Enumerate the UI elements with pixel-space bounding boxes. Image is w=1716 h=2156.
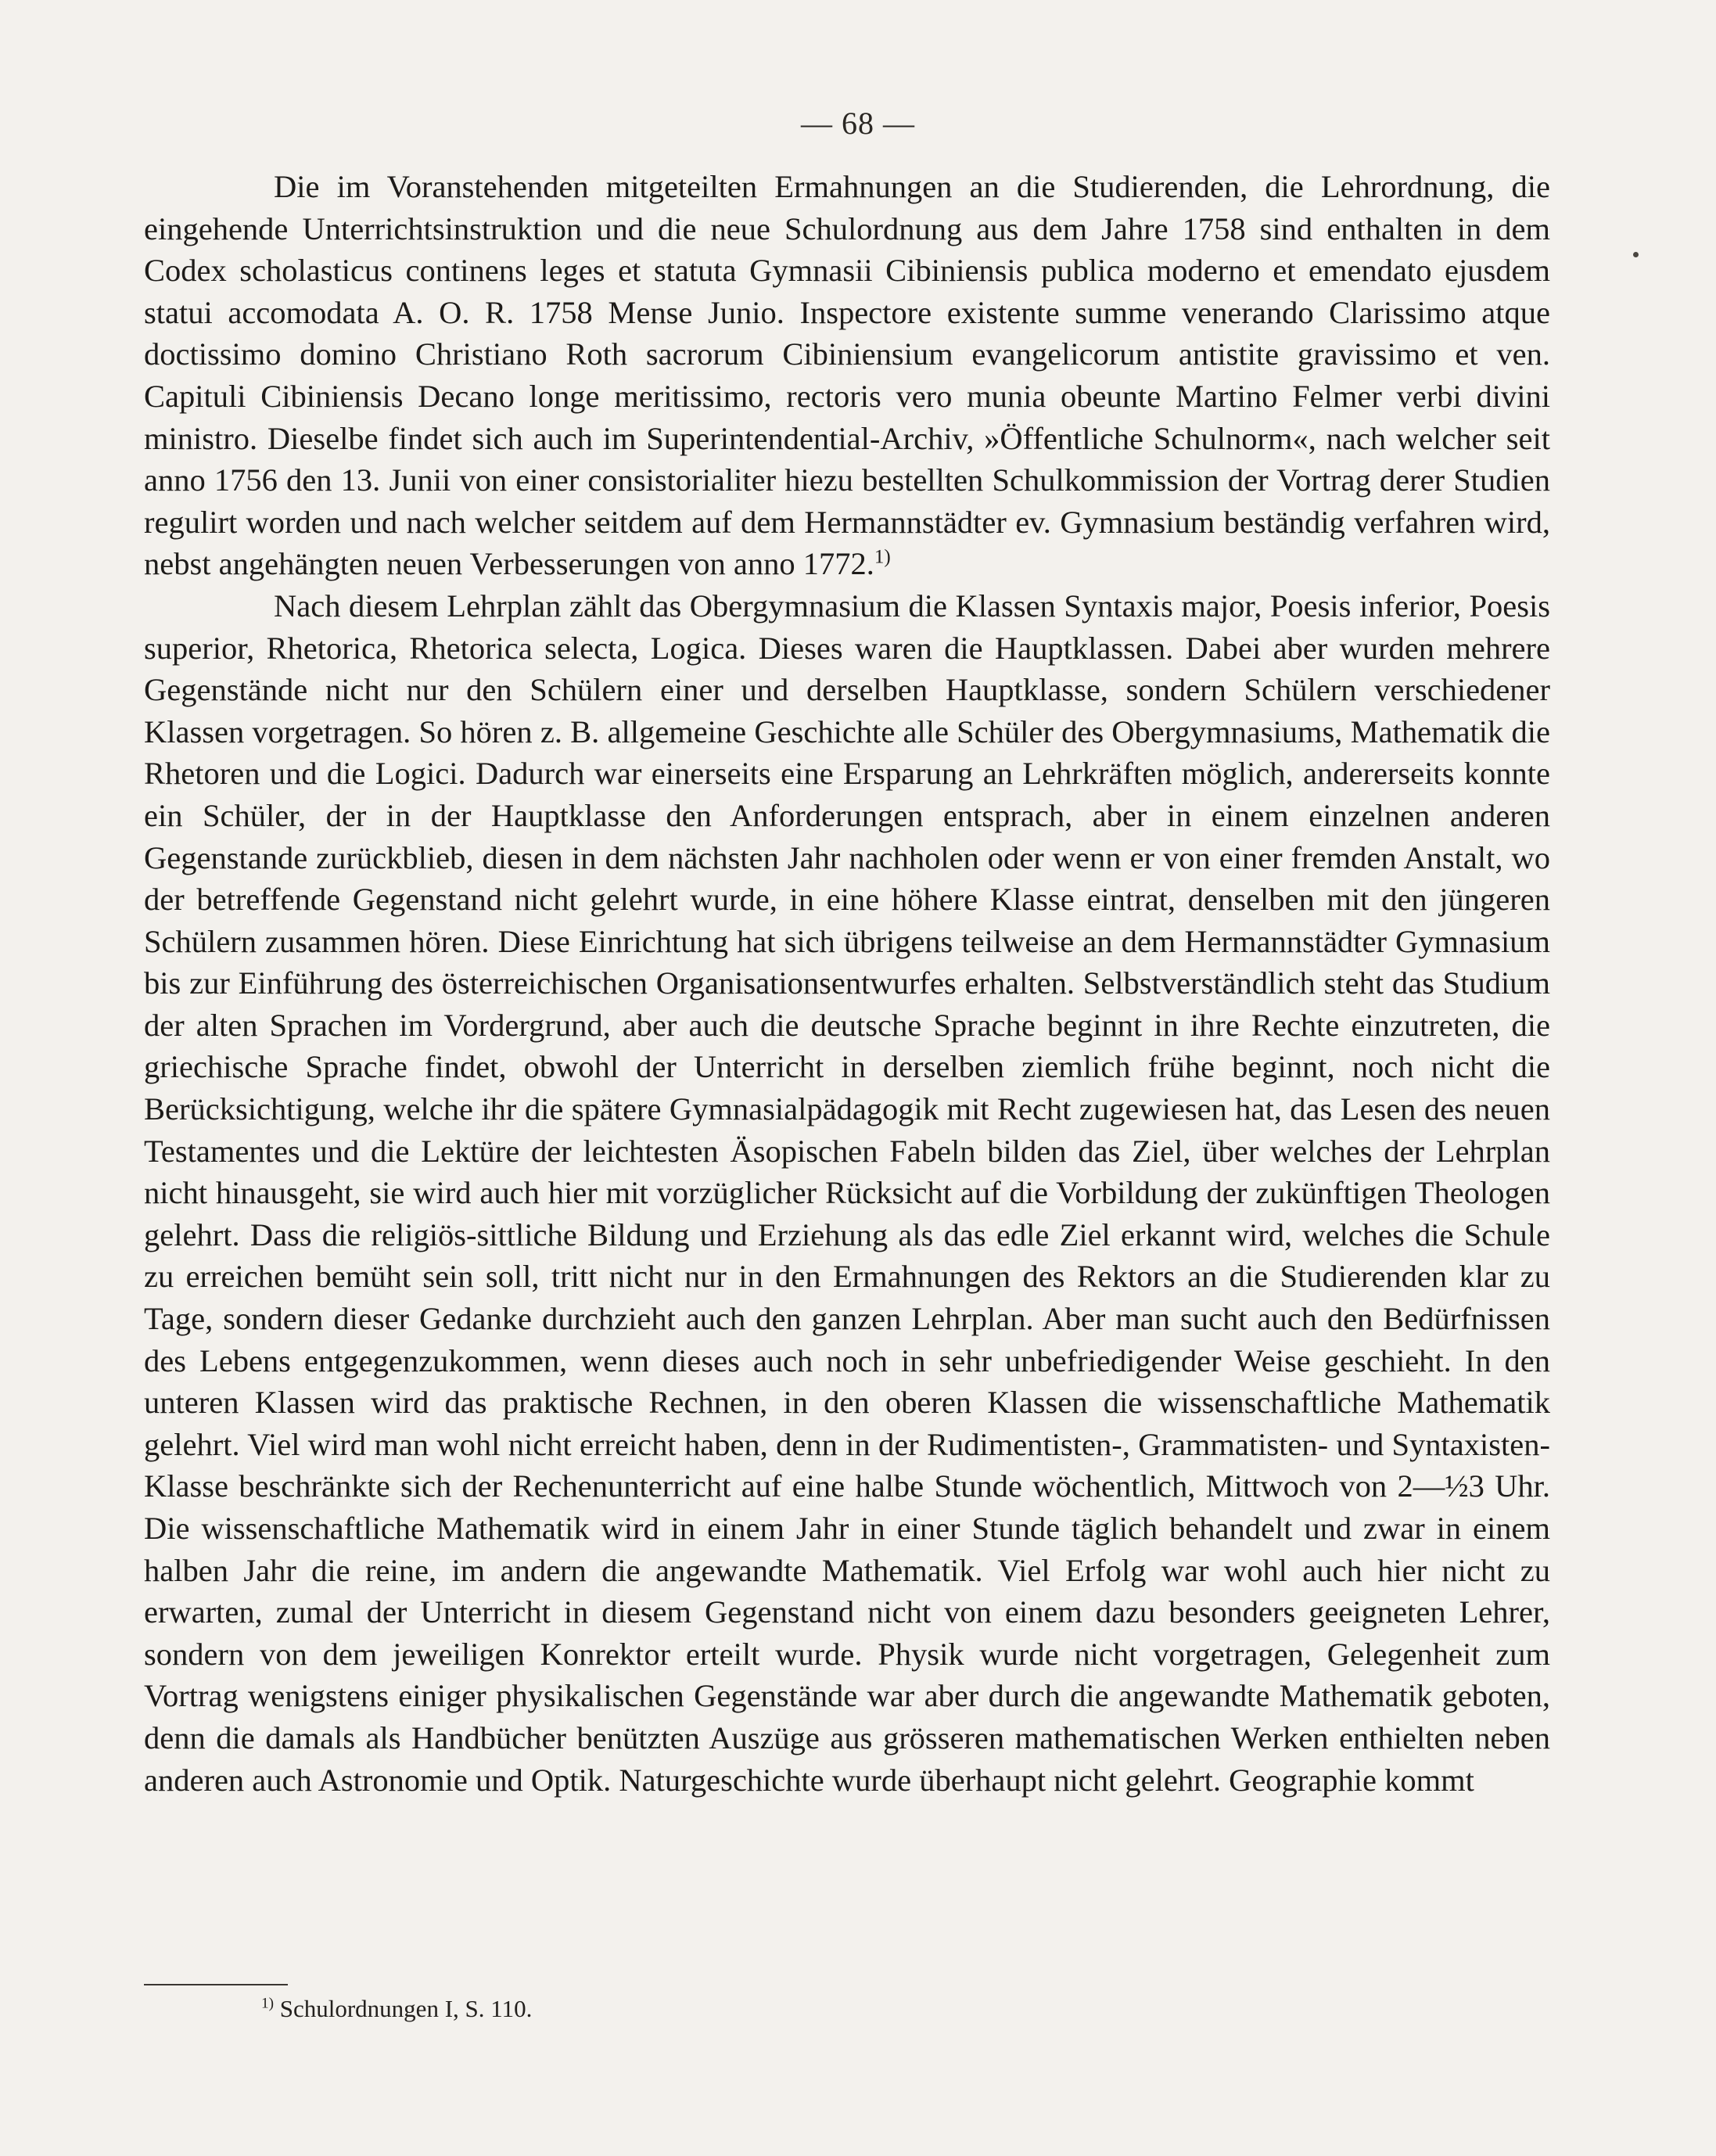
margin-dot: [1633, 252, 1639, 257]
footnote-mark: 1): [261, 1995, 274, 2012]
paragraph-1: [144, 166, 1550, 585]
footnote-text: Schulordnungen I, S. 110.: [279, 1995, 533, 2022]
footnote: [261, 1993, 1434, 2025]
footnote-reference: 1): [874, 546, 891, 568]
paragraph-2: Nach diesem Lehrplan zählt das Obergymnasium die Klassen Syntaxis major, Poesis inferior, Poesis superior, Rhetorica, Rhetorica selecta, Logica. Dieses waren die Hauptklassen. Dabei aber wurden mehrere Gegenstände nicht nur den Schülern einer und derselben Hauptklasse, sondern Schülern verschiedener Klassen vorgetragen. So hören z. B. allgemeine Geschichte alle Schüler des Obergymnasiums, Mathematik die Rhetoren und die Logici. Dadurch war einerseits eine Ersparung an Lehrkräften möglich, andererseits konnte ein Schüler, der in der Hauptklasse den Anforderungen entsprach, aber in einem einzelnen anderen Gegenstande zurückblieb, diesen in dem nächsten Jahr nachholen oder wenn er von einer fremden Anstalt, wo der betreffende Gegenstand nicht gelehrt wurde, in eine höhere Klasse eintrat, denselben mit den jüngeren Schülern zusammen hören. Diese Einrichtung hat sich übrigens teilweise an dem Hermannstädter Gymnasium bis zur Einführung des österreichischen Organisationsentwurfes erhalten. Selbstverständlich steht das Studium der alten Sprachen im Vordergrund, aber auch die deutsche Sprache beginnt in ihre Rechte einzutreten, die griechische Sprache findet, obwohl der Unterricht in derselben ziemlich frühe beginnt, noch nicht die Berücksichtigung, welche ihr die spätere Gymnasialpädagogik mit Recht zugewiesen hat, das Lesen des neuen Testamentes und die Lektüre der leichtesten Äsopischen Fabeln bilden das Ziel, über welches der Lehrplan nicht hinausgeht, sie wird auch hier mit vorzüglicher Rücksicht auf die Vorbildung der zukünftigen Theologen gelehrt. Dass die religiös-sittliche Bildung und Erziehung als das edle Ziel erkannt wird, welches die Schule zu erreichen bemüht sein soll, tritt nicht nur in den Ermahnungen des Rektors an die Studierenden klar zu Tage, sondern dieser Gedanke durchzieht auch den ganzen Lehrplan. Aber man sucht auch den Bedürfnissen des Lebens entgegenzukommen, wenn dieses auch noch in sehr unbefriedigender Weise geschieht. In den unteren Klassen wird das praktische Rechnen, in den oberen Klassen die wissenschaftliche Mathematik gelehrt. Viel wird man wohl nicht erreicht haben, denn in der Rudimentisten-, Grammatisten- und Syntaxisten-Klasse beschränkte sich der Rechenunterricht auf eine halbe Stunde wöchentlich, Mittwoch von 2—½3 Uhr. Die wissenschaftliche Mathematik wird in einem Jahr in einer Stunde täglich behandelt und zwar in einem halben Jahr die reine, im andern die angewandte Mathematik. Viel Erfolg war wohl auch hier nicht zu erwarten, zumal der Unterricht in diesem Gegenstand nicht von einem dazu besonders geeigneten Lehrer, sondern von dem jeweiligen Konrektor erteilt wurde. Physik wurde nicht vorgetragen, Gelegenheit zum Vortrag wenigstens einiger physikalischen Gegenstände war aber durch die angewandte Mathematik geboten, denn die damals als Handbücher benützten Auszüge aus grösseren mathematischen Werken enthielten neben anderen auch Astronomie und Optik. Naturgeschichte wurde überhaupt nicht gelehrt. Geographie kommt: [144, 588, 1550, 1798]
paragraph-1-text: Die im Voranstehenden mitgeteilten Ermahnungen an die Studierenden, die Lehrordnung, die eingehende Unterrichtsinstruktion und die neue Schulordnung aus dem Jahre 1758 sind enthalten in dem Codex scholasticus continens leges et statuta Gymnasii Cibiniensis publica moderno et emendato ejusdem statui accomodata A. O. R. 1758 Mense Junio. Inspectore existente summe venerando Clarissimo atque doctissimo domino Christiano Roth sacrorum Cibiniensium evangelicorum antistite gravissimo et ven. Capituli Cibiniensis Decano longe meritissimo, rectoris vero munia obeunte Martino Felmer verbi divini ministro. Dieselbe findet sich auch im Superintendential-Archiv, »Öffentliche Schulnorm«, nach welcher seit anno 1756 den 13. Junii von einer consistorialiter hiezu bestellten Schulkommission der Vortrag derer Studien regulirt worden und nach welcher seitdem auf dem Hermannstädter ev. Gymnasium beständig verfahren wird, nebst angehängten neuen Verbesserungen von anno 1772.: [144, 169, 1550, 582]
body-text: [144, 166, 1550, 1801]
page-number: — 68 —: [801, 106, 915, 141]
footnote-divider: [144, 1984, 288, 1985]
